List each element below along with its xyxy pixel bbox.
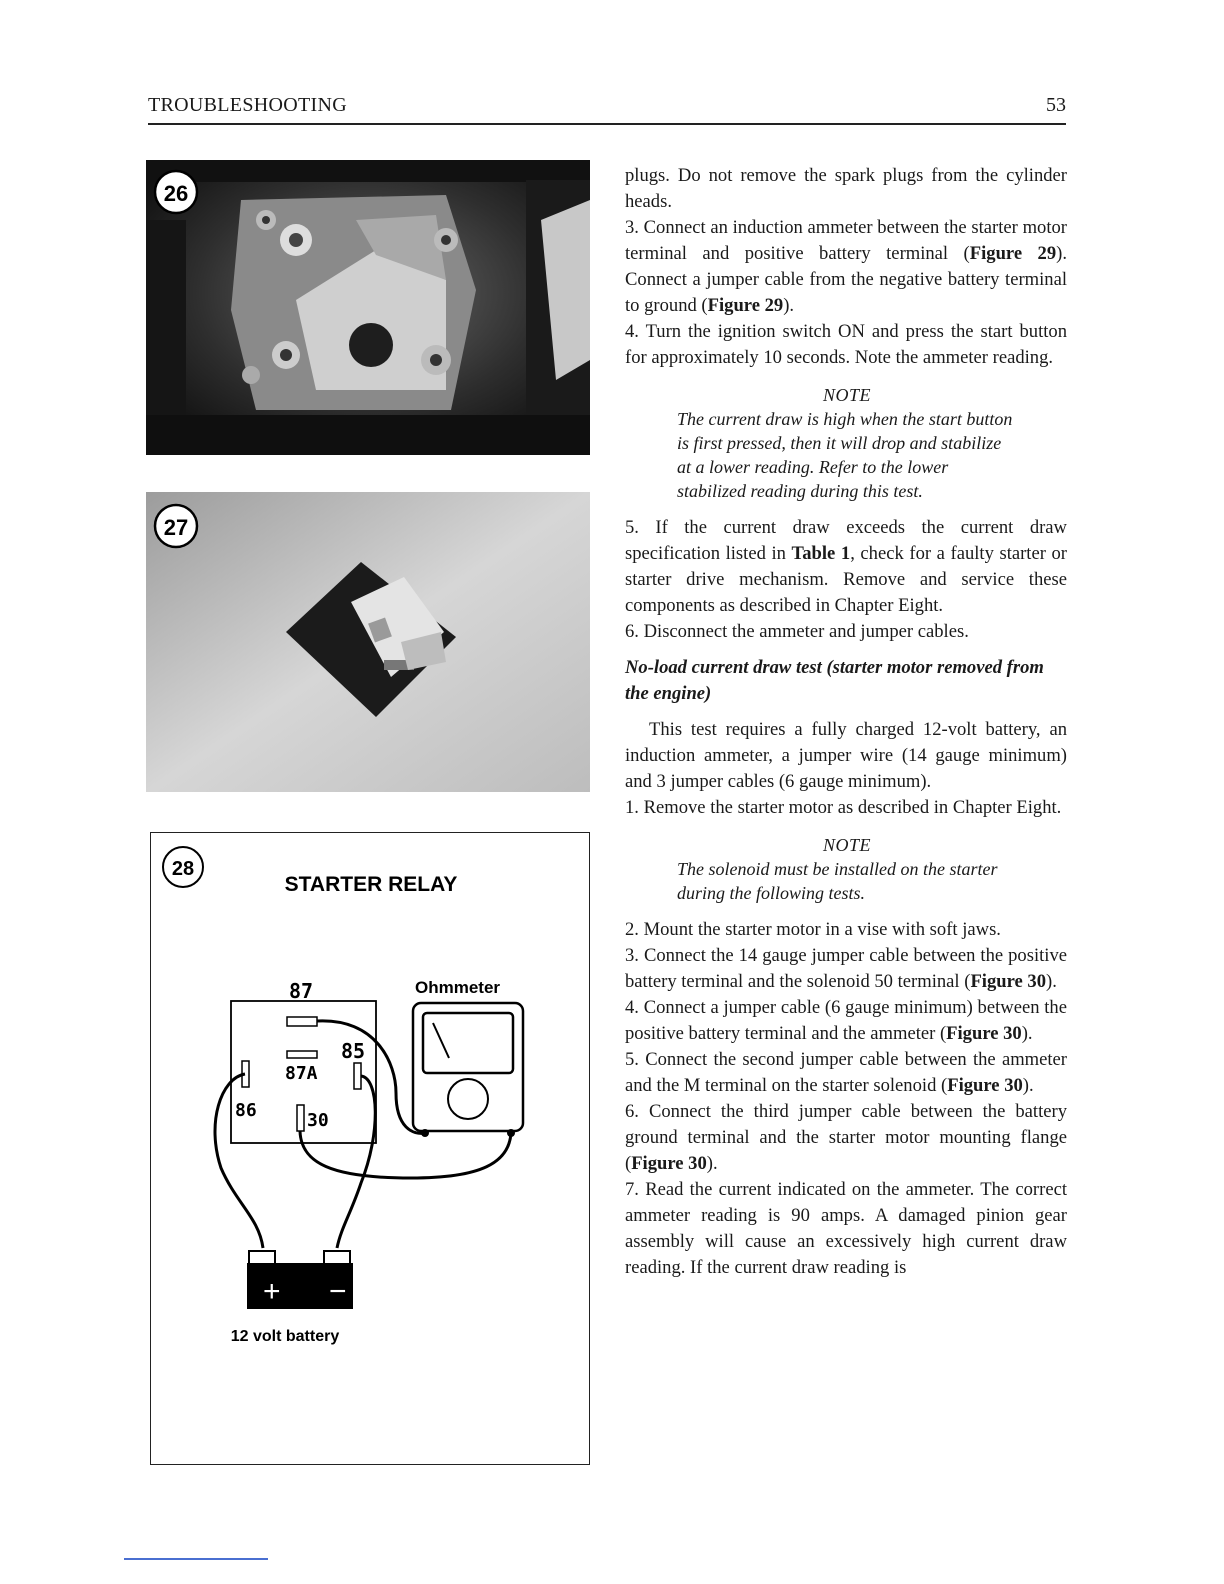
terminal-87a: [287, 1051, 317, 1058]
step-6: 6. Disconnect the ammeter and jumper cables.: [625, 621, 969, 642]
page-number: 53: [1046, 94, 1066, 116]
terminal-30-label: 30: [307, 1110, 329, 1131]
step-4: 4. Turn the ignition switch ON and press the start button for approximately 10 seconds. Note the ammeter reading.: [625, 321, 1067, 368]
note-body: The solenoid must be installed on the starter during the following tests.: [677, 859, 998, 903]
step-7: 7. Read the current indicated on the ammeter. The correct ammeter reading is 90 amps. A damaged pinion gear assembly will cause an excessively high current draw reading. If the current draw reading is: [625, 1179, 1067, 1278]
body-text-column: [625, 163, 1067, 1281]
figure-reference: Figure 29: [707, 295, 784, 316]
bottom-link-underline: [124, 1558, 268, 1560]
figure-reference: Figure 30: [631, 1153, 707, 1174]
figure-badge: 27: [163, 515, 189, 540]
note-box: [677, 383, 1017, 503]
ohmmeter-knob: [448, 1079, 488, 1119]
battery-label: 12 volt battery: [230, 1328, 340, 1345]
relay-photo: [146, 492, 590, 792]
terminal-87: [287, 1017, 317, 1026]
paragraph-requirements: This test requires a fully charged 12-volt battery, an induction ammeter, a jumper wire (14 gauge minimum) and 3 jumper cables (6 gauge minimum).: [625, 719, 1067, 792]
note-box: [677, 833, 1017, 905]
terminal-30: [297, 1105, 304, 1131]
step-6b: 6. Connect the third jumper cable between the battery ground terminal and the starter motor mounting flange (Figure 30).: [625, 1101, 1067, 1174]
figure-badge: 28: [171, 858, 195, 880]
step-2: 2. Mount the starter motor in a vise with soft jaws.: [625, 919, 1001, 940]
terminal-85-label: 85: [341, 1039, 366, 1063]
figure-reference: Figure 30: [946, 1023, 1022, 1044]
figure-reference: Figure 29: [969, 243, 1057, 264]
paragraph-continued: plugs. Do not remove the spark plugs from the cylinder heads.: [625, 165, 1067, 212]
terminal-85: [354, 1063, 361, 1089]
battery-minus-sign: −: [329, 1275, 347, 1308]
engine-photo: [146, 160, 590, 455]
terminal-86-label: 86: [235, 1100, 257, 1121]
table-reference: Table 1: [791, 543, 851, 564]
step-5b: 5. Connect the second jumper cable between the ammeter and the M terminal on the starter solenoid (Figure 30).: [625, 1049, 1067, 1096]
terminal-87a-label: 87A: [285, 1063, 318, 1084]
step-4b: 4. Connect a jumper cable (6 gauge minimum) between the positive battery terminal and the ammeter (Figure 30).: [625, 997, 1067, 1044]
diagram-title: STARTER RELAY: [284, 873, 458, 896]
section-subheading: No-load current draw test (starter motor removed from the engine): [625, 657, 1044, 704]
starter-relay-svg: [151, 833, 588, 1463]
header-rule: [148, 123, 1066, 125]
figure-badge: 26: [163, 181, 189, 206]
note-title: NOTE: [822, 385, 871, 405]
note-title: NOTE: [822, 835, 871, 855]
ohmmeter-label: Ohmmeter: [415, 978, 501, 997]
note-body: The current draw is high when the start button is first pressed, then it will drop and stabilize at a lower reading. Refer to the lower stabilized reading during this test.: [677, 409, 1013, 501]
figure-reference: Figure 30: [970, 971, 1047, 992]
section-title: TROUBLESHOOTING: [148, 94, 347, 116]
step-3: 3. Connect an induction ammeter between the starter motor terminal and positive battery terminal (Figure 29). Connect a jumper cable from the negative battery terminal to ground (Figure 29).: [625, 217, 1067, 316]
step-1: 1. Remove the starter motor as described in Chapter Eight.: [625, 797, 1062, 818]
figure-26-photo: [146, 160, 590, 455]
figure-28-starter-relay-diagram: [150, 832, 590, 1465]
terminal-87-label: 87: [289, 979, 314, 1003]
step-3b: 3. Connect the 14 gauge jumper cable between the positive battery terminal and the solenoid 50 terminal (Figure 30).: [625, 945, 1067, 992]
page-header: [148, 94, 1066, 122]
figure-27-photo: [146, 492, 590, 792]
battery-plus-sign: +: [263, 1275, 281, 1308]
figure-reference: Figure 30: [947, 1075, 1023, 1096]
ohmmeter-dial: [423, 1013, 513, 1073]
step-5: 5. If the current draw exceeds the current draw specification listed in Table 1, check for a faulty starter or starter drive mechanism. Remove and service these components as described in Chapter Eight.: [625, 517, 1068, 616]
